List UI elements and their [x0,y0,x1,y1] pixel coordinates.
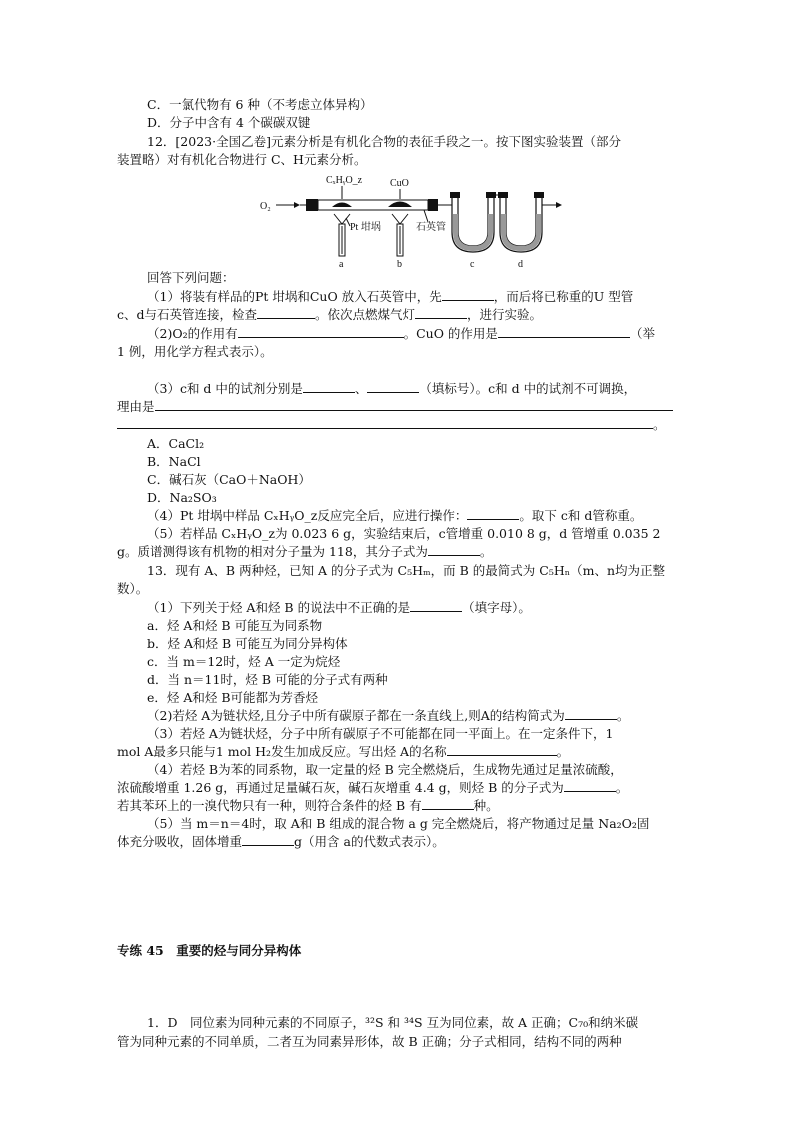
answers-heading: 专练 45 重要的烃与同分异构体 [117,943,302,958]
blank[interactable] [155,398,673,411]
q13-part3-line1: （3）若烃 A为链状烃，分子中所有碳原子不可能都在同一平面上。在一定条件下，1 [147,726,614,741]
blank[interactable] [303,380,355,393]
q12-part3-line2: 理由是 [117,398,673,416]
experiment-apparatus-figure [250,170,570,270]
q13-choice-b: b．烃 A和烃 B 可能互为同分异构体 [147,636,348,651]
quartz-tube [318,200,428,210]
figure-label-quartz-tube: 石英管 [416,222,446,233]
burner-a [334,214,350,270]
blank[interactable] [422,797,474,810]
q12-option-b: B．NaCl [147,454,201,469]
u-tube-c [450,192,496,270]
blank[interactable] [467,507,519,520]
blank[interactable] [117,416,653,429]
q13-part2: （2)若烃 A为链状烃,且分子中所有碳原子都在一条直线上,则A的结构简式为 。 [147,708,630,723]
q13-part4-line3: 若其苯环上的一溴代物只有一种，则符合条件的烃 B 有 种。 [117,798,499,813]
q12-part5-line2: g。质谱测得该有机物的相对分子量为 118，其分子式为 。 [117,544,493,559]
q13-part4-line2: 浓硫酸增重 1.26 g，再通过足量碱石灰，碱石灰增重 4.4 g，则烃 B 的分子式为 。 [117,780,629,795]
pt-crucible-sample [332,203,352,208]
svg-text:b: b [397,259,402,270]
q13-part1: （1）下列关于烃 A和烃 B 的说法中不正确的是 （填字母）。 [147,600,531,615]
answer-line1: 1．D 同位素为同种元素的不同原子，³²S 和 ³⁴S 互为同位素，故 A 正确；C₇₀和纳米碳 [147,1015,639,1030]
q12-part5-line1: （5）若样品 CₓHᵧO_z为 0.023 6 g，实验结束后，c管增重 0.010 8 g，d 管增重 0.035 2 [147,526,661,541]
figure-label-sample-formula: CₓHᵧO_z [326,175,363,186]
q13-choice-e: e．烃 A和烃 B可能都为芳香烃 [147,690,319,705]
q12-answer-intro: 回答下列问题： [147,270,235,285]
blank[interactable] [498,325,630,338]
right-stopper [428,199,438,211]
left-stopper [306,199,318,211]
q12-part2-line1: （2)O₂的作用有 。CuO 的作用是 （举 [147,326,655,341]
figure-label-o2: O₂ [260,201,271,212]
q13-choice-a: a．烃 A和烃 B 可能互为同系物 [147,618,323,633]
burner-b [392,214,408,270]
blank[interactable] [257,306,315,319]
svg-text:c: c [470,259,475,270]
q12-part1-line2: c、d与石英管连接，检查 。依次点燃煤气灯 ，进行实验。 [117,307,543,322]
u-tube-d [498,192,544,270]
q13-part3-line2: mol A最多只能与1 mol H₂发生加成反应。写出烃 A的名称 。 [117,744,570,759]
blank[interactable] [238,325,404,338]
q12-part3-line1: （3）c和 d 中的试剂分别是 、 （填标号）。c和 d 中的试剂不可调换， [147,381,637,396]
blank[interactable] [242,833,294,846]
blank[interactable] [565,707,617,720]
q12-part4: （4）Pt 坩埚中样品 CₓHᵧO_z反应完全后，应进行操作： 。取下 c和 d管称重。 [147,508,643,523]
blank[interactable] [415,306,467,319]
blank[interactable] [367,380,419,393]
answer-line2: 管为同种元素的不同单质，二者互为同素异形体，故 B 正确；分子式相同，结构不同的两种 [117,1034,622,1049]
figure-label-cuo: CuO [390,178,409,189]
q13-stem-line2: 数）。 [117,581,149,596]
q12-part1-line1: （1）将装有样品的Pt 坩埚和CuO 放入石英管中，先 ，而后将已称重的U 型管 [147,289,634,304]
svg-text:d: d [518,259,523,270]
blank[interactable] [442,288,494,301]
figure-label-pt-crucible: Pt 坩埚 [350,222,381,233]
q12-option-a: A．CaCl₂ [147,436,205,451]
q13-part5-line2: 体充分吸收，固体增重 g（用含 a的代数式表示）。 [117,834,445,849]
q13-stem-line1: 13．现有 A、B 两种烃，已知 A 的分子式为 C₅Hₘ，而 B 的最简式为 C₅Hₙ（m、n均为正整 [147,563,666,578]
q13-choice-d: d．当 n＝11时，烃 B 可能的分子式有两种 [147,672,388,687]
blank[interactable] [428,543,480,556]
q12-option-c: C．碱石灰（CaO＋NaOH） [147,472,311,487]
svg-text:a: a [339,259,344,270]
q11-option-c: C．一氯代物有 6 种（不考虑立体异构） [147,97,373,112]
q12-stem-line1: 12．[2023·全国乙卷]元素分析是有机化合物的表征手段之一。按下图实验装置（部分 [147,134,621,149]
blank[interactable] [410,599,462,612]
q12-part2-line2: 1 例，用化学方程式表示）。 [117,344,273,359]
q12-option-d: D．Na₂SO₃ [147,490,217,505]
q13-part5-line1: （5）当 m＝n＝4时，取 A和 B 组成的混合物 a g 完全燃烧后，将产物通过足量 Na₂O₂固 [147,816,650,831]
q13-part4-line1: （4）若烃 B为苯的同系物，取一定量的烃 B 完全燃烧后，生成物先通过足量浓硫酸， [147,762,623,777]
q13-choice-c: c．当 m＝12时，烃 A 一定为烷烃 [147,654,341,669]
q12-stem-line2: 装置略）对有机化合物进行 C、H元素分析。 [117,152,367,167]
q12-part3-line3: 。 [117,416,666,434]
blank[interactable] [447,743,557,756]
cuo-sample [388,202,412,208]
q11-option-d: D．分子中含有 4 个碳碳双键 [147,115,311,130]
blank[interactable] [564,779,616,792]
